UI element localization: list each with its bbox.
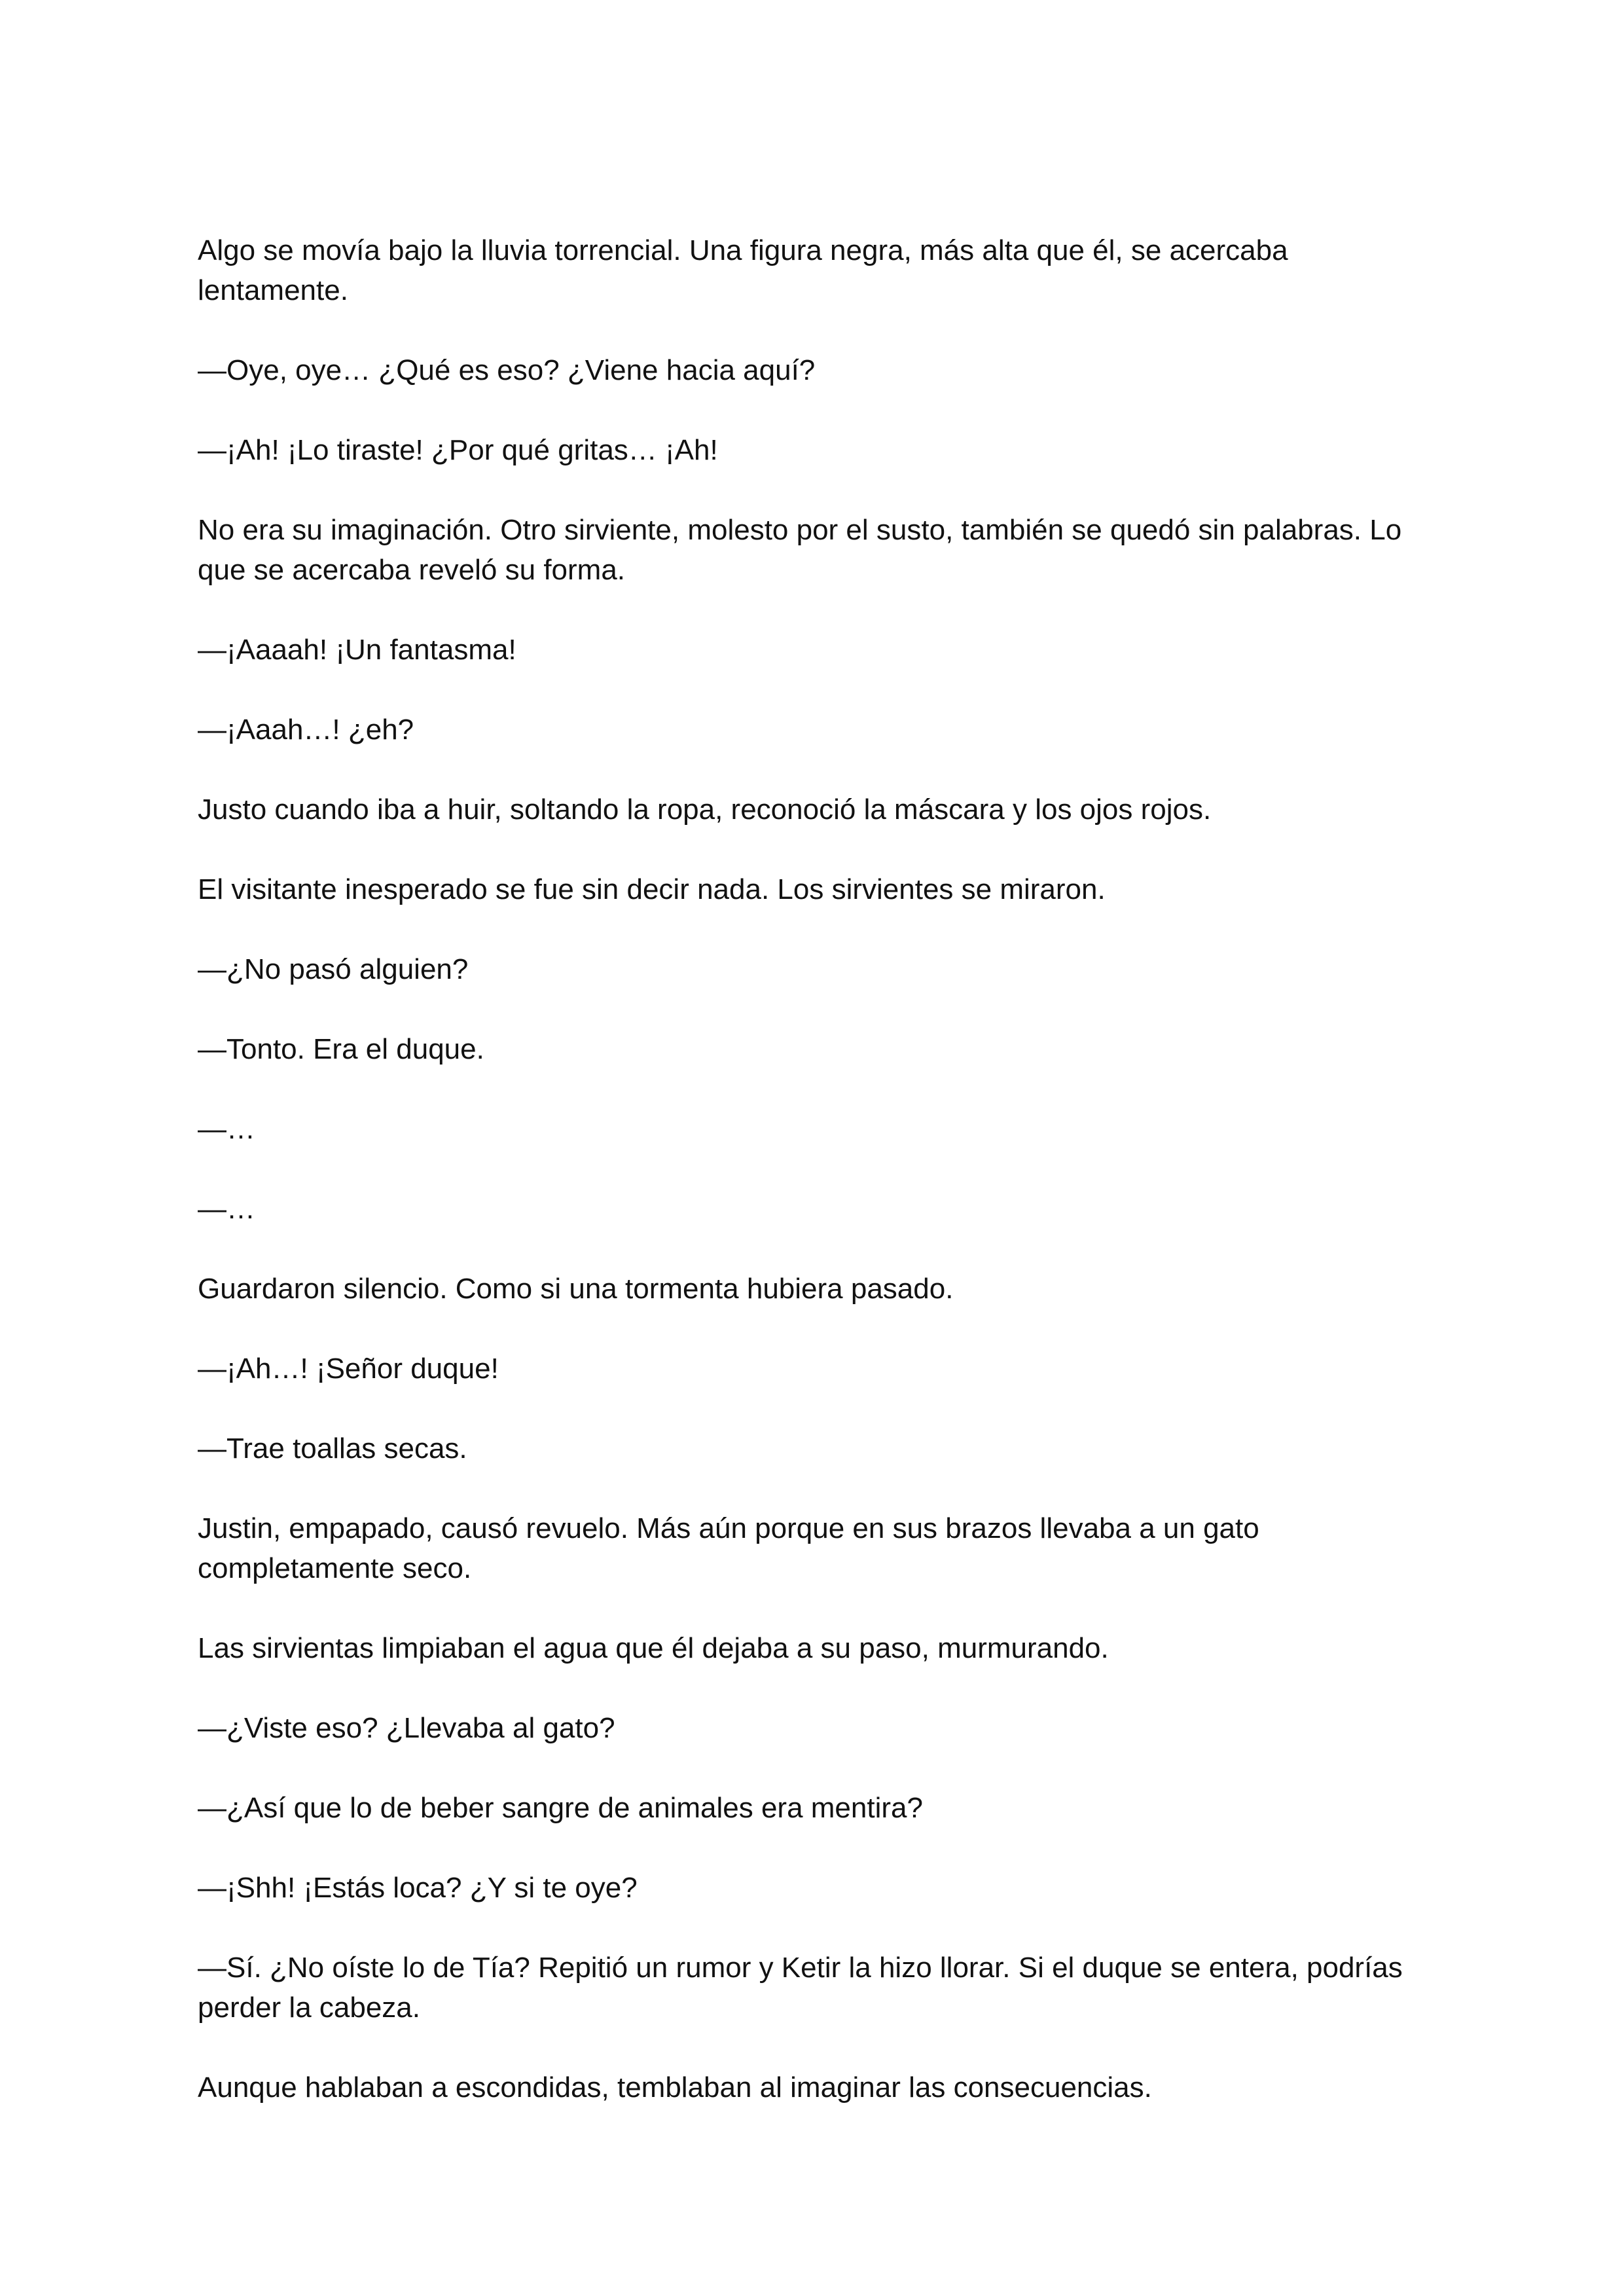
- paragraph-16: Justin, empapado, causó revuelo. Más aún porque en sus brazos llevaba a un gato completamente seco.: [198, 1512, 1259, 1584]
- paragraph-20: —¡Shh! ¡Estás loca? ¿Y si te oye?: [198, 1872, 638, 1904]
- paragraph-2: —Oye, oye… ¿Qué es eso? ¿Viene hacia aquí?: [198, 354, 816, 386]
- paragraph-22: Aunque hablaban a escondidas, temblaban al imaginar las consecuencias.: [198, 2071, 1152, 2104]
- paragraph-7: Justo cuando iba a huir, soltando la ropa, reconoció la máscara y los ojos rojos.: [198, 793, 1212, 826]
- paragraph-1: Algo se movía bajo la lluvia torrencial. Una figura negra, más alta que él, se acercaba lentamente.: [198, 234, 1288, 306]
- paragraph-3: —¡Ah! ¡Lo tiraste! ¿Por qué gritas… ¡Ah!: [198, 434, 718, 466]
- paragraph-10: —Tonto. Era el duque.: [198, 1033, 484, 1065]
- paragraph-14: —¡Ah…! ¡Señor duque!: [198, 1353, 499, 1385]
- paragraph-17: Las sirvientas limpiaban el agua que él dejaba a su paso, murmurando.: [198, 1632, 1109, 1664]
- paragraph-21: —Sí. ¿No oíste lo de Tía? Repitió un rumor y Ketir la hizo llorar. Si el duque se entera, podrías perder la cabeza.: [198, 1952, 1403, 2024]
- document-body: [198, 230, 1441, 2147]
- paragraph-6: —¡Aaah…! ¿eh?: [198, 714, 414, 746]
- paragraph-13: Guardaron silencio. Como si una tormenta hubiera pasado.: [198, 1273, 954, 1305]
- paragraph-19: —¿Así que lo de beber sangre de animales era mentira?: [198, 1792, 923, 1824]
- paragraph-11: —…: [198, 1113, 255, 1145]
- paragraph-12: —…: [198, 1193, 255, 1225]
- paragraph-9: —¿No pasó alguien?: [198, 953, 469, 985]
- paragraph-4: No era su imaginación. Otro sirviente, molesto por el susto, también se quedó sin palabras. Lo que se acercaba reveló su forma.: [198, 514, 1402, 586]
- paragraph-15: —Trae toallas secas.: [198, 1432, 467, 1465]
- paragraph-18: —¿Viste eso? ¿Llevaba al gato?: [198, 1712, 615, 1744]
- paragraph-8: El visitante inesperado se fue sin decir nada. Los sirvientes se miraron.: [198, 873, 1106, 905]
- paragraph-5: —¡Aaaah! ¡Un fantasma!: [198, 634, 516, 666]
